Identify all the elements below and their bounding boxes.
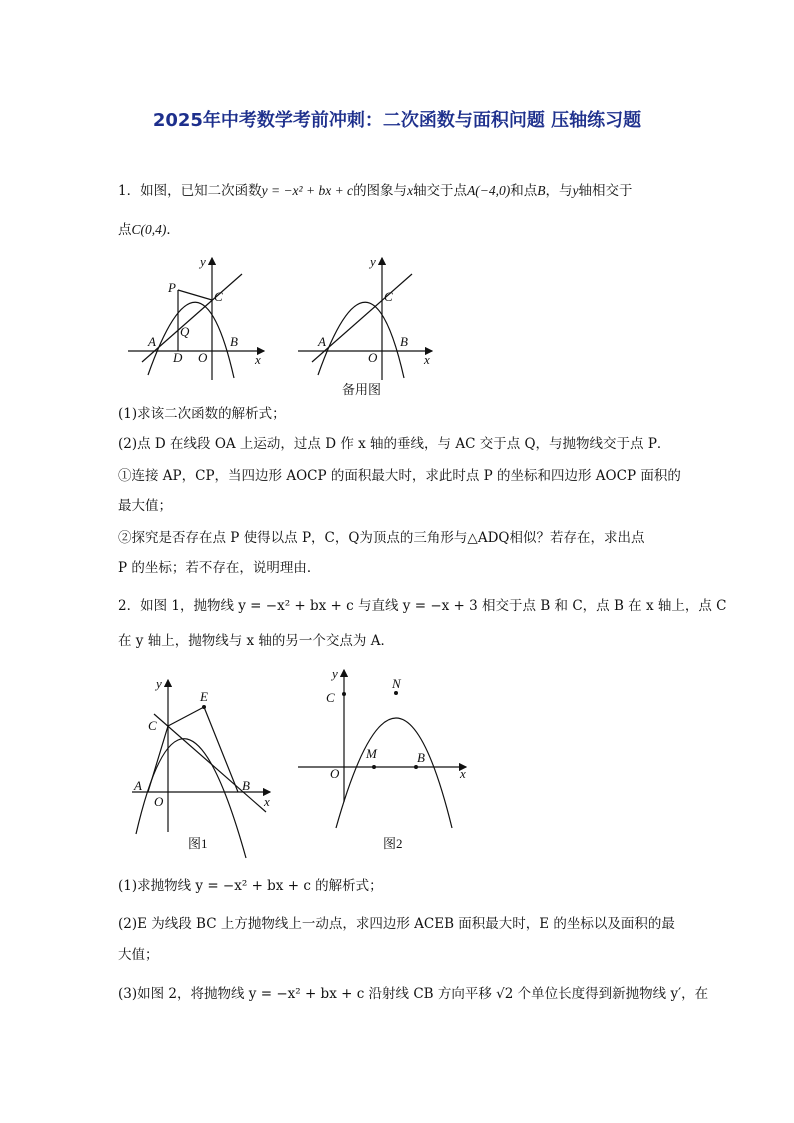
q1-intro-line2: [118, 219, 678, 241]
page-title: 2025年中考数学考前冲刺：二次函数与面积问题 压轴练习题: [152, 110, 642, 131]
fig-a-label-d: D: [173, 350, 183, 365]
segment-pc: [178, 290, 212, 300]
fig1-label-e: E: [200, 689, 208, 704]
q1-part1: (1)求该二次函数的解析式；: [118, 406, 286, 422]
fig-b-label-c: C: [384, 289, 393, 304]
q1-point-a: A(−4,0): [467, 183, 511, 198]
q2-part1: (1)求抛物线 y = −x² + bx + c 的解析式；: [118, 878, 383, 894]
q2-intro-line2: 在 y 轴上，抛物线与 x 轴的另一个交点为 A．: [118, 633, 394, 649]
fig-a-label-x: x: [255, 352, 261, 367]
q1-point-c: C(0,4): [131, 222, 167, 237]
line-bc: [154, 714, 266, 812]
fig2-label-y: y: [332, 666, 338, 681]
fig2-label-o: O: [330, 766, 340, 781]
q1-text-h: ．: [166, 222, 180, 238]
q1-part2: (2)点 D 在线段 OA 上运动，过点 D 作 x 轴的垂线，与 AC 交于点 Q，与抛物线交于点 P．: [118, 436, 671, 452]
point-n: [394, 691, 398, 695]
fig-b-label-o: O: [368, 350, 378, 365]
fig1-label-y: y: [156, 676, 162, 691]
fig2-label-m: M: [366, 746, 377, 761]
fig-a-label-o: O: [198, 350, 208, 365]
segment-ac: [148, 726, 168, 792]
fig2-label-x: x: [460, 766, 466, 781]
fig2-label-n: N: [392, 676, 401, 691]
fig1-label-o: O: [154, 794, 164, 809]
line-ac: [312, 274, 412, 362]
q2-fig1-caption: 图1: [188, 836, 208, 851]
fig-b-label-a: A: [318, 334, 326, 349]
q1-text-f: 轴相交于: [578, 183, 633, 199]
q2-part2a: (2)E 为线段 BC 上方抛物线上一动点，求四边形 ACEB 面积最大时，E 的坐标以及面积的最: [118, 916, 675, 932]
q1-backup-figure: [298, 258, 432, 380]
fig1-label-a: A: [134, 778, 142, 793]
q1-text-d: 和点: [510, 183, 538, 199]
fig1-label-x: x: [264, 794, 270, 809]
fig-a-label-p: P: [168, 280, 176, 295]
q2-figures: [118, 662, 478, 862]
q1-intro-line1: [118, 180, 678, 202]
q1-part2-2b: P 的坐标；若不存在，说明理由．: [118, 560, 321, 576]
segment-eb: [204, 707, 238, 792]
fig-a-label-c: C: [214, 289, 223, 304]
q1-function: y = −x² + bx + c: [261, 183, 354, 198]
fig2-label-b: B: [417, 750, 425, 765]
q1-number: 1．: [118, 183, 141, 199]
q1-x-var: x: [407, 183, 414, 198]
point-c: [342, 692, 346, 696]
q1-part2-1a: ①连接 AP，CP，当四边形 AOCP 的面积最大时，求此时点 P 的坐标和四边形 AOCP 面积的: [118, 468, 681, 484]
q2-figure-2: [298, 670, 466, 828]
fig-a-label-a: A: [148, 334, 156, 349]
q1-figures: [118, 250, 448, 400]
q1-text-a: 如图，已知二次函数: [140, 183, 262, 199]
q1-part2-2a: ②探究是否存在点 P 使得以点 P，C，Q为顶点的三角形与△ADQ相似？若存在，求出点: [118, 530, 645, 546]
q1-y-var: y: [572, 183, 579, 198]
fig-a-label-q: Q: [180, 324, 190, 339]
fig1-label-b: B: [242, 778, 250, 793]
fig2-label-c: C: [326, 690, 335, 705]
q2-figure-1: [132, 680, 270, 858]
q2-intro-line1: 2．如图 1，抛物线 y = −x² + bx + c 与直线 y = −x + 3 相交于点 B 和 C，点 B 在 x 轴上，点 C: [118, 598, 727, 614]
q1-point-b: B: [537, 183, 546, 198]
parabola: [318, 302, 404, 378]
q1-fig-caption: 备用图: [342, 382, 382, 397]
q2-fig2-caption: 图2: [383, 836, 403, 851]
line-ac: [142, 274, 242, 362]
q1-text-e: ，与: [545, 183, 573, 199]
fig-a-label-y: y: [200, 254, 206, 269]
point-m: [372, 765, 376, 769]
q2-part3: (3)如图 2，将抛物线 y = −x² + bx + c 沿射线 CB 方向平移 √2 个单位长度得到新抛物线 y′，在: [118, 986, 709, 1002]
q1-text-b: 的图象与: [353, 183, 408, 199]
point-e: [202, 705, 206, 709]
fig-b-label-x: x: [424, 352, 430, 367]
point-b: [414, 765, 418, 769]
q1-text-g: 点: [118, 222, 132, 238]
q2-part2b: 大值；: [118, 947, 159, 963]
q1-main-figure: [128, 258, 264, 380]
fig-b-label-b: B: [400, 334, 408, 349]
fig-a-label-b: B: [230, 334, 238, 349]
parabola: [336, 718, 452, 828]
fig1-label-c: C: [148, 718, 157, 733]
q1-part2-1b: 最大值；: [118, 498, 172, 514]
parabola: [148, 302, 234, 378]
fig-b-label-y: y: [370, 254, 376, 269]
q1-text-c: 轴交于点: [413, 183, 468, 199]
segment-ce: [168, 707, 204, 726]
